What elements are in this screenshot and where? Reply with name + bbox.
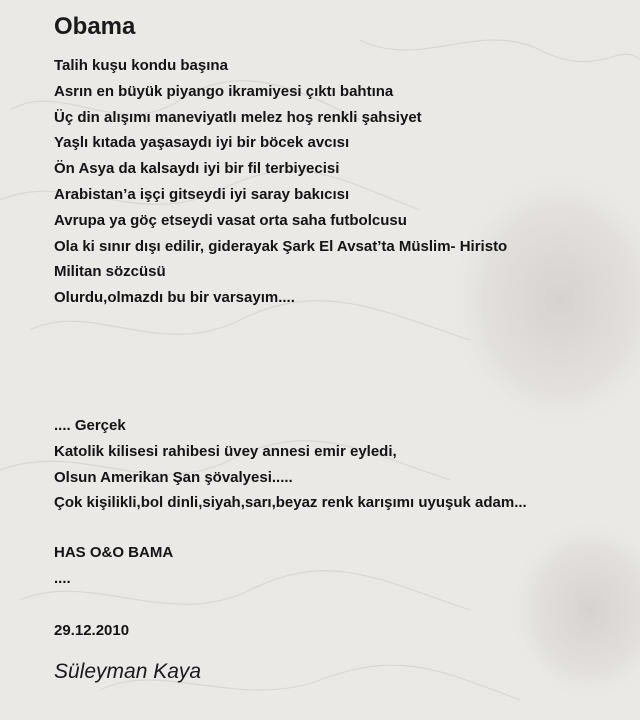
poem-line: Katolik kilisesi rahibesi üvey annesi emir eyledi, [54, 442, 397, 460]
poem-line: Arabistan’a işçi gitseydi iyi saray bakıcısı [54, 185, 350, 203]
poem-title: Obama [54, 13, 136, 40]
poem-signature-line: HAS O&O BAMA [54, 544, 174, 561]
poem-line: Ön Asya da kalsaydı iyi bir fil terbiyecisi [54, 160, 340, 178]
poem-date: 29.12.2010 [54, 622, 130, 639]
poem-line: Asrın en büyük piyango ikramiyesi çıktı bahtına [54, 82, 394, 100]
author-name: Süleyman Kaya [54, 660, 202, 683]
poem-line: Talih kuşu kondu başına [54, 57, 228, 74]
poem-line: Ola ki sınır dışı edilir, giderayak Şark El Avsat’ta Müslim- Hiristo [54, 237, 508, 255]
poem-line: Üç din alışımı maneviyatlı melez hoş renkli şahsiyet [54, 108, 422, 126]
poem-line: Olsun Amerikan Şan şövalyesi..... [54, 468, 293, 486]
stanza-2 [54, 413, 527, 516]
poem-line: .... Gerçek [54, 417, 126, 434]
poem-line: Olurdu,olmazdı bu bir varsayım.... [54, 289, 295, 307]
poem-line: Militan sözcüsü [54, 263, 166, 281]
poem-line: Yaşlı kıtada yaşasaydı iyi bir böcek avcısı [54, 134, 350, 152]
poem-line: Avrupa ya göç etseydi vasat orta saha futbolcusu [54, 211, 407, 229]
stanza-1 [54, 53, 507, 311]
poem-line: Çok kişilikli,bol dinli,siyah,sarı,beyaz renk karışımı uyuşuk adam... [54, 494, 527, 512]
poem-ellipsis-line: .... [54, 570, 71, 587]
